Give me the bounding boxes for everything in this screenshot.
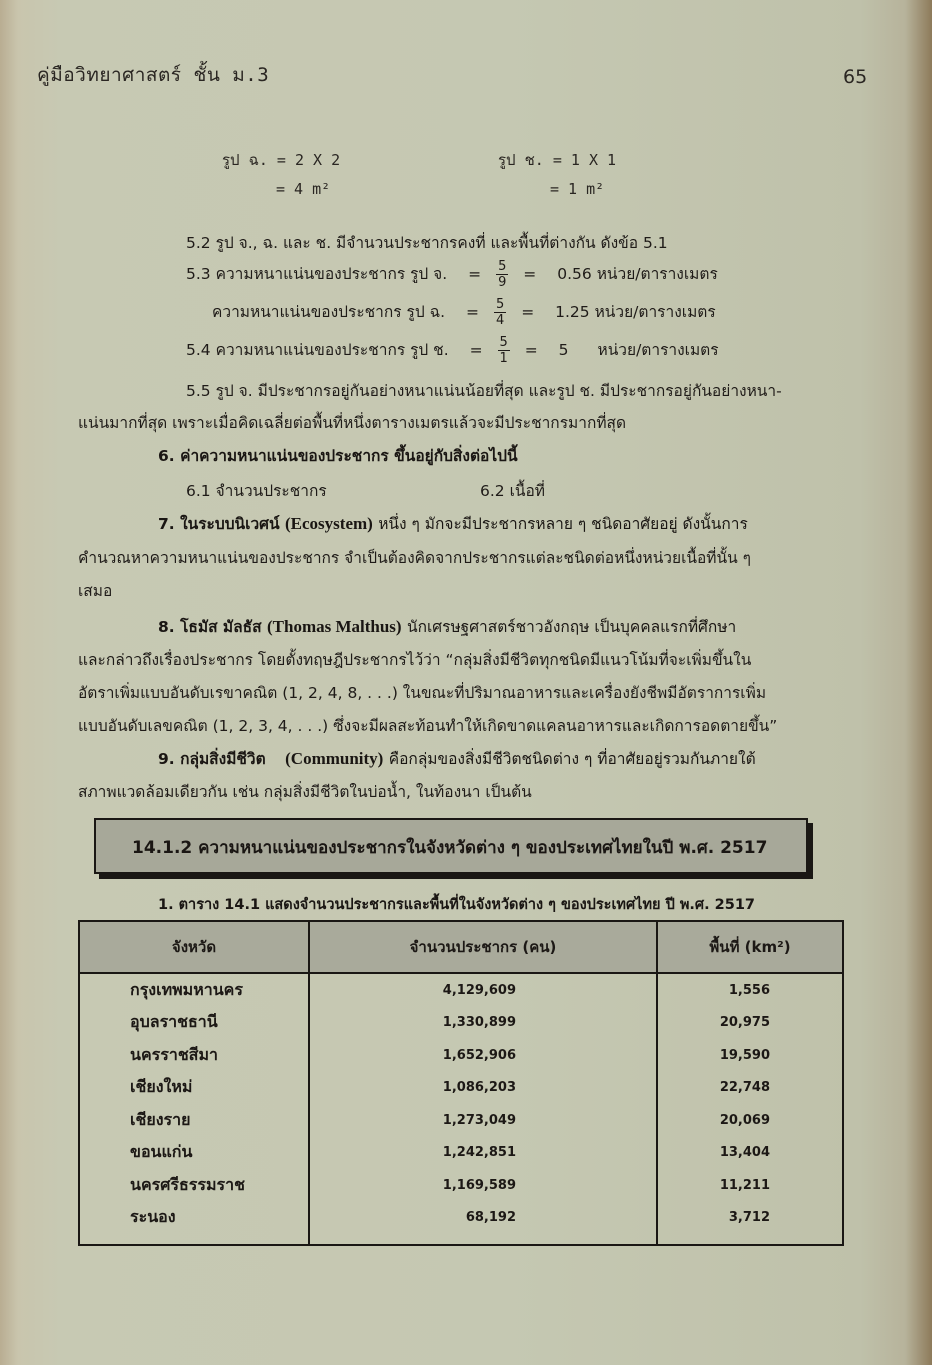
item-5-3b: ความหนาแน่นของประชากร รูป ฉ. = $\frac{5}{4}$ = 1.25 หน่วย/ตารางเมตร <box>212 297 716 328</box>
item-8-line1: 8. โธมัส มัลธัส (Thomas Malthus) นักเศรษฐศาสตร์ชาวอังกฤษ เป็นบุคคลแรกที่ศึกษา <box>158 617 737 636</box>
cell-population: 1,273,049 <box>309 1104 657 1137</box>
calc-fig-cho-result: = 4 m² <box>276 180 331 198</box>
item-9-line2: สภาพแวดล้อมเดียวกัน เช่น กลุ่มสิ่งมีชีวิตในบ่อน้ำ, ในท้องนา เป็นต้น <box>78 783 532 801</box>
cell-province: กรุงเทพมหานคร <box>130 979 243 999</box>
fraction: $\frac{5}{9}$ <box>498 259 507 290</box>
term-ecosystem: (Ecosystem) <box>285 514 373 533</box>
page-number: 65 <box>843 66 868 88</box>
section-heading-box <box>94 818 808 874</box>
item-5-5-line2: แน่นมากที่สุด เพราะเมื่อคิดเฉลี่ยต่อพื้นที่หนึ่งตารางเมตรแล้วจะมีประชากรมากที่สุด <box>78 414 627 432</box>
table-row <box>79 1104 843 1137</box>
item-5-3a-prefix: 5.3 ความหนาแน่นของประชากร รูป จ. <box>186 265 448 283</box>
item-5-5-line1: 5.5 รูป จ. มีประชากรอยู่กันอย่างหนาแน่นน้อยที่สุด และรูป ช. มีประชากรอยู่กันอย่างหนา- <box>186 382 782 400</box>
item-6: 6. ค่าความหนาแน่นของประชากร ขึ้นอยู่กับสิ่งต่อไปนี้ <box>158 447 518 465</box>
item-5-2: 5.2 รูป จ., ฉ. และ ช. มีจำนวนประชากรคงที่ และพื้นที่ต่างกัน ดังข้อ 5.1 <box>186 234 668 252</box>
item-5-3b-prefix: ความหนาแน่นของประชากร รูป ฉ. <box>212 303 446 321</box>
table-row <box>79 973 843 1007</box>
table-row <box>79 1202 843 1246</box>
cell-population: 4,129,609 <box>309 973 657 1007</box>
cell-population: 1,086,203 <box>309 1072 657 1105</box>
cell-province: เชียงใหม่ <box>130 1077 193 1097</box>
item-6-1: 6.1 จำนวนประชากร <box>186 482 327 500</box>
fraction: $\frac{5}{4}$ <box>495 297 505 328</box>
item-5-4-prefix: 5.4 ความหนาแน่นของประชากร รูป ช. <box>186 341 449 359</box>
col-header-area: พื้นที่ (km²) <box>657 921 843 973</box>
item-6-2: 6.2 เนื้อที่ <box>480 482 545 500</box>
term-community: (Community) <box>285 749 384 768</box>
item-7-line2: คำนวณหาความหนาแน่นของประชากร จำเป็นต้องคิดจากประชากรแต่ละชนิดต่อหนึ่งหน่วยเนื้อที่นั้น ๆ <box>78 549 751 567</box>
item-5-3a: 5.3 ความหนาแน่นของประชากร รูป จ. = $\frac{5}{9}$ = 0.56 หน่วย/ตารางเมตร <box>186 259 718 290</box>
density-value: 5 <box>558 341 569 359</box>
table-row <box>79 1169 843 1202</box>
cell-province: เชียงราย <box>130 1109 191 1129</box>
table-row <box>79 1007 843 1040</box>
col-header-population: จำนวนประชากร (คน) <box>309 921 657 973</box>
density-value: 1.25 <box>555 303 590 321</box>
cell-population: 1,242,851 <box>309 1137 657 1170</box>
fraction: $\frac{5}{1}$ <box>499 335 508 366</box>
calc-fig-cho2: รูป ช. = 1 X 1 <box>498 151 617 169</box>
table-row <box>79 1039 843 1072</box>
cell-population: 1,169,589 <box>309 1169 657 1202</box>
cell-area: 1,556 <box>657 973 843 1007</box>
cell-area: 19,590 <box>657 1039 843 1072</box>
running-header-title: คู่มือวิทยาศาสตร์ ชั้น ม.3 <box>37 64 270 86</box>
section-title: 14.1.2 ความหนาแน่นของประชากรในจังหวัดต่าง ๆ ของประเทศไทยในปี พ.ศ. 2517 <box>132 838 768 858</box>
calc-fig-cho2-result: = 1 m² <box>550 180 605 198</box>
density-unit: หน่วย/ตารางเมตร <box>596 265 718 283</box>
table-caption: 1. ตาราง 14.1 แสดงจำนวนประชากรและพื้นที่ในจังหวัดต่าง ๆ ของประเทศไทย ปี พ.ศ. 2517 <box>158 897 755 913</box>
cell-population: 1,652,906 <box>309 1039 657 1072</box>
calc-fig-cho: รูป ฉ. = 2 X 2 <box>222 151 341 169</box>
table-row <box>79 1072 843 1105</box>
item-9-line1: 9. กลุ่มสิ่งมีชีวิต (Community) คือกลุ่มของสิ่งมีชีวิตชนิดต่าง ๆ ที่อาศัยอยู่รวมกันภายใต้ <box>158 749 756 768</box>
cell-area: 20,975 <box>657 1007 843 1040</box>
cell-province: ระนอง <box>130 1207 176 1227</box>
density-value: 0.56 <box>557 265 592 283</box>
cell-area: 20,069 <box>657 1104 843 1137</box>
table-row <box>79 1137 843 1170</box>
col-header-province: จังหวัด <box>79 921 309 973</box>
cell-area: 22,748 <box>657 1072 843 1105</box>
cell-province: นครศรีธรรมราช <box>130 1174 245 1194</box>
table-header-row <box>79 921 843 973</box>
cell-area: 11,211 <box>657 1169 843 1202</box>
cell-area: 13,404 <box>657 1137 843 1170</box>
cell-population: 68,192 <box>309 1202 657 1246</box>
cell-area: 3,712 <box>657 1202 843 1246</box>
cell-province: ขอนแก่น <box>130 1142 193 1162</box>
cell-province: อุบลราชธานี <box>130 1012 218 1032</box>
population-table <box>78 920 844 1246</box>
item-8-line2: และกล่าวถึงเรื่องประชากร โดยตั้งทฤษฎีประชากรไว้ว่า “กลุ่มสิ่งมีชีวิตทุกชนิดมีแนวโน้มที่จะเพิ่มขึ้นใน <box>78 651 752 669</box>
item-7-line3: เสมอ <box>78 582 113 600</box>
item-8-line3: อัตราเพิ่มแบบอันดับเรขาคณิต (1, 2, 4, 8, . . .) ในขณะที่ปริมาณอาหารและเครื่องยังชีพมีอัตราการเพิ่ม <box>78 684 767 702</box>
item-5-4: 5.4 ความหนาแน่นของประชากร รูป ช. = $\frac{5}{1}$ = 5 หน่วย/ตารางเมตร <box>186 335 719 366</box>
density-unit: หน่วย/ตารางเมตร <box>597 341 719 359</box>
term-thomas-malthus: (Thomas Malthus) <box>266 617 402 636</box>
density-unit: หน่วย/ตารางเมตร <box>594 303 716 321</box>
cell-province: นครราชสีมา <box>130 1044 218 1064</box>
item-7-line1: 7. ในระบบนิเวศน์ (Ecosystem) หนึ่ง ๆ มักจะมีประชากรหลาย ๆ ชนิดอาศัยอยู่ ดังนั้นการ <box>158 514 748 533</box>
item-8-line4: แบบอันดับเลขคณิต (1, 2, 3, 4, . . .) ซึ่งจะมีผลสะท้อนทำให้เกิดขาดแคลนอาหารและเกิดการอดตายขึ้น” <box>78 717 778 735</box>
cell-population: 1,330,899 <box>309 1007 657 1040</box>
